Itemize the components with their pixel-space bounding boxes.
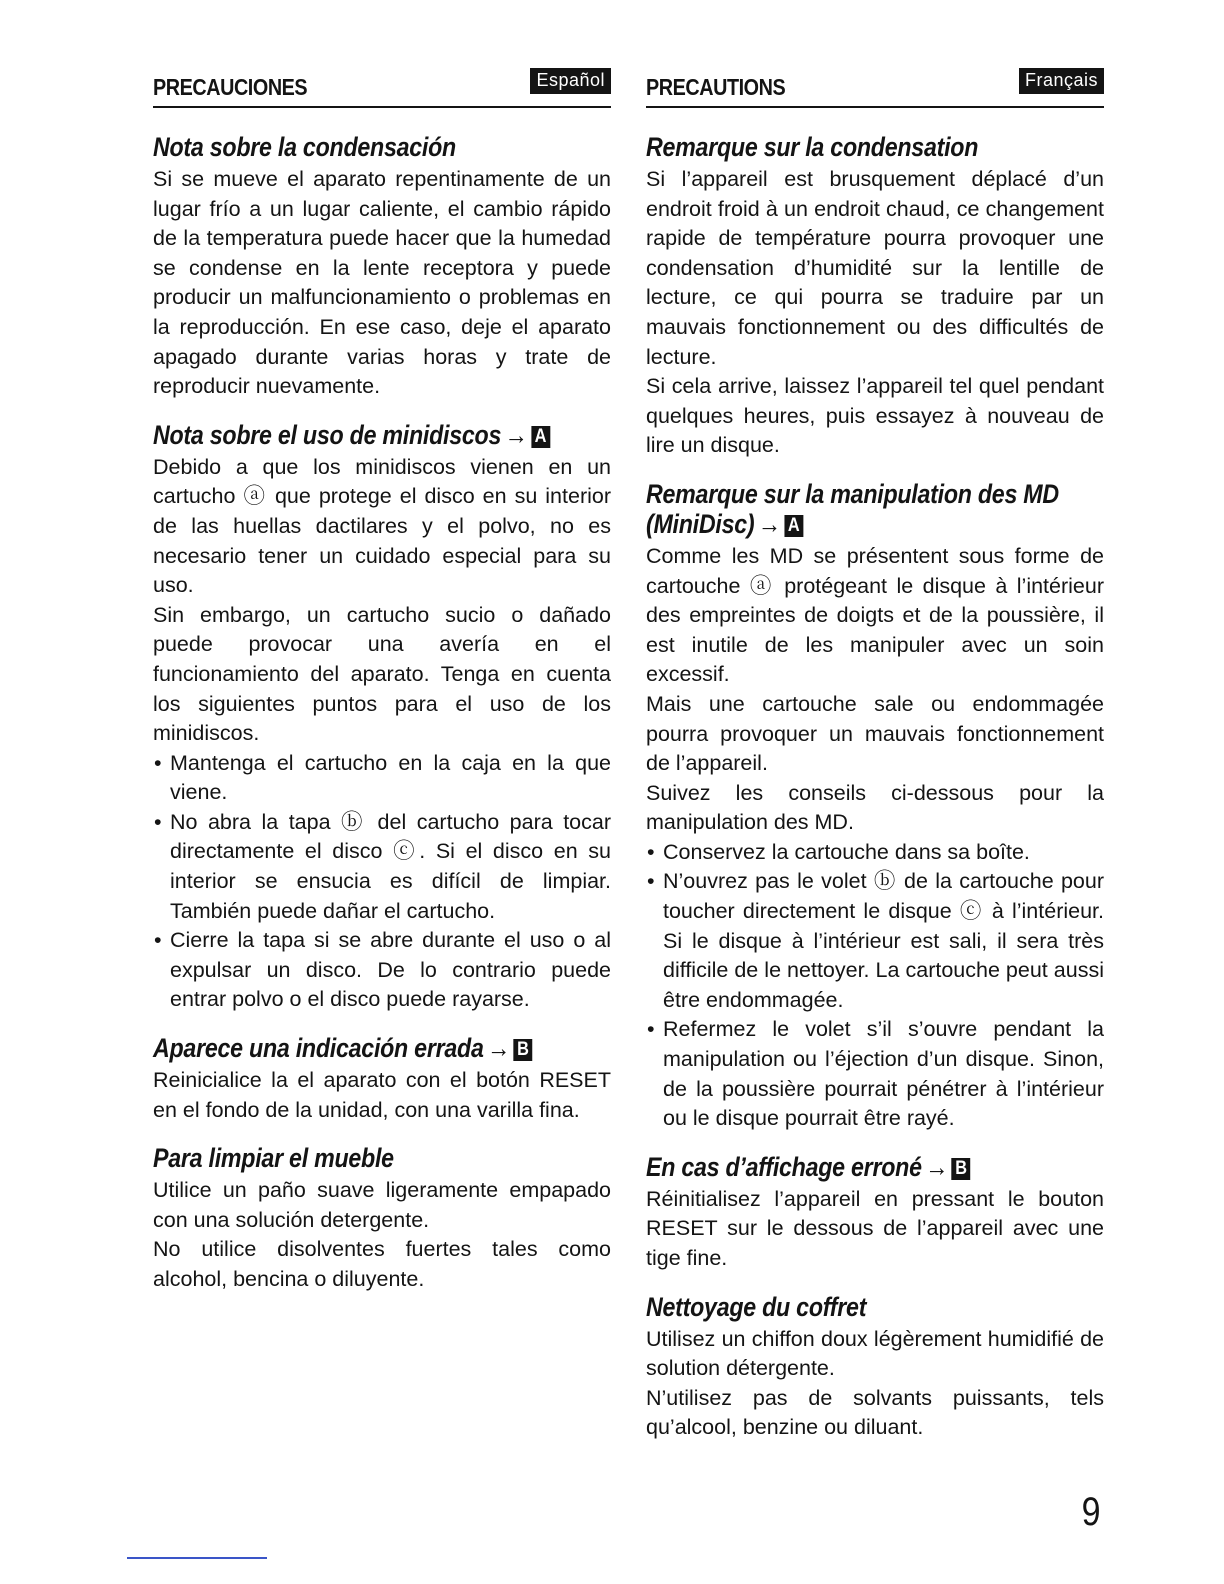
es-section-title: Nota sobre el uso de minidiscos → A (153, 420, 610, 450)
fr-paragraph: Si l’appareil est brusquement déplacé d’un endroit froid à un endroit chaud, ce changement rapide de température pourra provoquer une condensation d’humidité sur la lentille de lecture, ce qui pourra se traduire par un mauvais fonctionnement ou des difficultés de lecture. (646, 167, 1104, 369)
es-paragraph: Utilice un paño suave ligeramente empapado con una solución detergente. (153, 1178, 611, 1232)
french-language-tag: Français (1019, 68, 1104, 94)
list-item: • Refermez le volet s’il s’ouvre pendant la manipulation ou l’éjection d’un disque. Sinon, de la poussière pourrait pénétrer à l’intérieur ou le disque pourrait être rayé. (646, 1015, 1104, 1133)
figure-ref-badge: B (952, 1158, 971, 1180)
es-bullet-list (153, 749, 611, 1015)
fr-section-title: Remarque sur la manipulation des MD (MiniDisc) → A (646, 478, 1059, 539)
fr-section-title: Remarque sur la condensation (646, 132, 979, 162)
fr-paragraph: Comme les MD se présentent sous forme de cartouche ⓐ protégeant le disque à l’intérieur des empreintes de doigts et de la poussière, il est inutile de les manipuler avec un soin excessif. (646, 543, 1104, 687)
list-item: • Cierre la tapa si se abre durante el uso o al expulsar un disco. De lo contrario puede entrar polvo o el disco puede rayarse. (153, 926, 611, 1015)
list-item: • Mantenga el cartucho en la caja en la que viene. (153, 749, 611, 808)
es-paragraph: Reinicialice la el aparato con el botón RESET en el fondo de la unidad, con una varilla fina. (153, 1068, 611, 1122)
es-section-title: Para limpiar el mueble (153, 1143, 394, 1174)
spanish-language-tag: Español (530, 68, 611, 94)
fr-section-md-handling (646, 479, 1104, 1134)
arrow-icon: → (504, 419, 528, 450)
figure-ref-badge: B (513, 1039, 532, 1061)
french-column (646, 64, 1104, 1443)
fr-section-condensation (646, 132, 1104, 461)
footer-rule (127, 1557, 267, 1559)
arrow-icon: → (925, 1151, 949, 1182)
list-item: • Conservez la cartouche dans sa boîte. (646, 838, 1104, 868)
spanish-header (153, 64, 611, 108)
fr-bullet-list (646, 838, 1104, 1134)
es-section-wrong-indication (153, 1033, 611, 1125)
fr-section-title: Nettoyage du coffret (646, 1291, 867, 1322)
fr-section-title: En cas d’affichage erroné → B (646, 1152, 1103, 1182)
es-paragraph: Debido a que los minidiscos vienen en un cartucho ⓐ que protege el disco en su interior de las huellas dactilares y el polvo, no es necesario tener un cuidado especial para su uso. (153, 454, 611, 598)
es-section-condensation (153, 132, 611, 402)
arrow-icon: → (487, 1033, 511, 1064)
fr-paragraph: Si cela arrive, laissez l’appareil tel quel pendant quelques heures, puis essayez à nouveau de lire un disque. (646, 374, 1104, 458)
spanish-column (153, 64, 611, 1295)
fr-paragraph: Mais une cartouche sale ou endommagée pourra provoquer un mauvais fonctionnement de l’appareil. (646, 691, 1104, 776)
es-paragraph: No utilice disolventes fuertes tales como alcohol, bencina o diluyente. (153, 1237, 611, 1291)
fr-paragraph: Utilisez un chiffon doux légèrement humidifié de solution détergente. (646, 1326, 1104, 1381)
list-item: • N’ouvrez pas le volet ⓑ de la cartouche pour toucher directement le disque ⓒ à l’intérieur. Si le disque à l’intérieur est sali, il sera très difficile de le nettoyer. La cartouche peut aussi être endommagée. (646, 867, 1104, 1015)
es-section-minidisc-use (153, 420, 611, 1015)
es-section-title: Aparece una indicación errada → B (153, 1033, 610, 1063)
french-header (646, 64, 1104, 108)
es-section-cleaning (153, 1143, 611, 1294)
french-header-title: PRECAUTIONS (646, 74, 786, 100)
fr-section-cleaning (646, 1292, 1104, 1443)
arrow-icon: → (757, 508, 781, 539)
fr-paragraph: Suivez les conseils ci-dessous pour la manipulation des MD. (646, 780, 1104, 835)
fr-section-wrong-display (646, 1152, 1104, 1274)
fr-paragraph: N’utilisez pas de solvants puissants, tels qu’alcool, benzine ou diluant. (646, 1385, 1104, 1440)
es-paragraph: Si se mueve el aparato repentinamente de un lugar frío a un lugar caliente, el cambio rápido de la temperatura puede hacer que la humedad se condense en la lente receptora y puede producir un malfuncionamiento o problemas en la reproducción. En ese caso, deje el aparato apagado durante varias horas y trate de reproducir nuevamente. (153, 167, 611, 399)
es-paragraph: Sin embargo, un cartucho sucio o dañado puede provocar una avería en el funcionamiento del aparato. Tenga en cuenta los siguientes puntos para el uso de los minidiscos. (153, 602, 611, 746)
es-section-title: Nota sobre la condensación (153, 132, 456, 162)
figure-ref-badge: A (784, 515, 803, 537)
fr-paragraph: Réinitialisez l’appareil en pressant le bouton RESET sur le dessous de l’appareil avec une tige fine. (646, 1186, 1104, 1270)
list-item: • No abra la tapa ⓑ del cartucho para tocar directamente el disco ⓒ. Si el disco en su interior se ensucia es difícil de limpiar. También puede dañar el cartucho. (153, 808, 611, 926)
spanish-header-title: PRECAUCIONES (153, 74, 308, 100)
figure-ref-badge: A (531, 426, 550, 448)
page-number: 9 (1081, 1490, 1101, 1534)
